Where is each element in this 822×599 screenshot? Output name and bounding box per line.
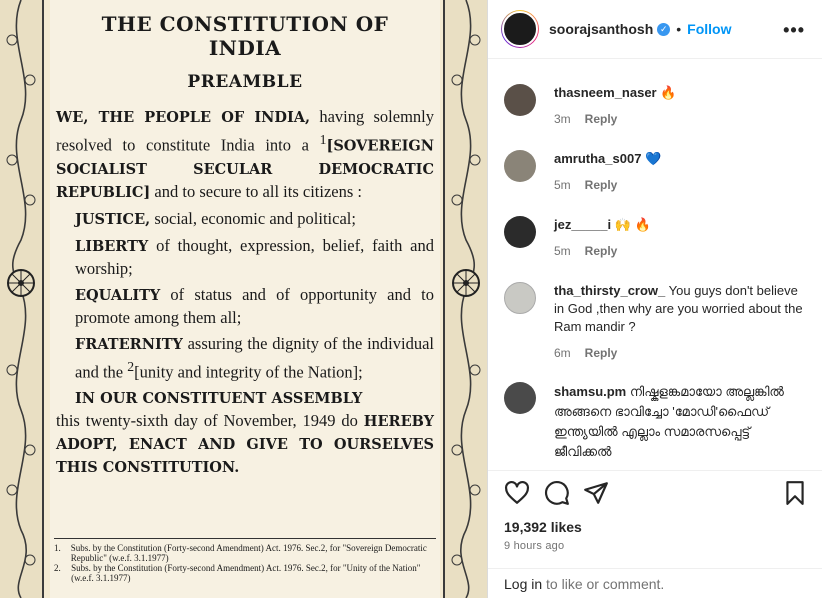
equality-text: of status and of opportunity and to promote among them all;: [75, 284, 434, 327]
republic-bold: [SOVEREIGN SOCIALIST SECULAR DEMOCRATIC REPUBLIC]: [56, 137, 434, 201]
adopt-bold: HEREBY ADOPT, ENACT AND GIVE TO OURSELVES THIS CONSTITUTION.: [56, 413, 434, 476]
reply-button[interactable]: Reply: [584, 178, 618, 192]
comments-list[interactable]: [488, 59, 822, 470]
login-prompt: [488, 568, 822, 599]
equality-clause: [50, 284, 440, 329]
comment-item: [504, 84, 809, 128]
preamble-page: [50, 0, 440, 598]
comment-text: 🙌 🔥: [611, 217, 651, 232]
login-link[interactable]: Log in: [504, 576, 543, 592]
comment-body: [554, 84, 804, 128]
like-heart-icon[interactable]: [504, 480, 530, 506]
document-title-line2: INDIA: [208, 36, 282, 60]
liberty-clause: [50, 235, 440, 280]
login-line: [504, 576, 664, 592]
vine-ornament: [445, 0, 487, 598]
comment-avatar[interactable]: [504, 282, 536, 314]
comment-username[interactable]: shamsu.pm: [554, 384, 627, 399]
reply-button[interactable]: Reply: [584, 244, 618, 258]
footnote-2: [54, 563, 436, 583]
comment-avatar[interactable]: [504, 84, 536, 116]
fraternity-bold: FRATERNITY: [75, 335, 183, 353]
footnote-1: [54, 543, 436, 563]
footnote-ref-1: 1: [319, 132, 327, 147]
footnote-text: Subs. by the Constitution (Forty-second Amendment) Act. 1976. Sec.2, for "Sovereign Democratic Republic" (w.e.f. 3.1.1977): [70, 543, 427, 563]
more-options-icon[interactable]: •••: [783, 20, 805, 40]
liberty-bold: LIBERTY: [75, 237, 149, 255]
comment-item: [504, 216, 809, 260]
comment-body: [554, 382, 804, 462]
comment-username[interactable]: amrutha_s007: [554, 151, 642, 166]
comment-text: 💙: [641, 151, 662, 166]
document-title-line1: THE CONSTITUTION OF: [101, 12, 389, 36]
vine-ornament: [0, 0, 42, 598]
comment-item: [504, 150, 809, 194]
comment-time: 3m: [554, 112, 571, 126]
comment-username[interactable]: jez_____i: [554, 217, 612, 232]
verified-badge-icon: ✓: [657, 23, 670, 36]
footnotes: [54, 538, 436, 583]
document-subtitle: PREAMBLE: [187, 72, 303, 92]
comment-body: [554, 282, 804, 362]
likes-count[interactable]: 19,392 likes: [504, 519, 582, 535]
comment-text: 🔥: [656, 85, 677, 100]
intro-text: having solemnly resolved to constitute India into a: [56, 107, 434, 155]
footnote-text: Subs. by the Constitution (Forty-second Amendment) Act. 1976. Sec.2, for "Unity of the Nation" (w.e.f. 3.1.1977): [71, 563, 421, 583]
follow-button[interactable]: Follow: [687, 21, 732, 37]
comment-text: You guys don't believe in God ,then why are you worried about the Ram mandir ?: [554, 283, 803, 334]
liberty-text: of thought, expression, belief, faith and worship;: [75, 235, 434, 278]
fraternity-end: [unity and integrity of the Nation];: [134, 362, 363, 381]
comment-avatar[interactable]: [504, 150, 536, 182]
comment-time: 5m: [554, 178, 571, 192]
post-time: 9 hours ago: [504, 540, 565, 552]
action-bar: [488, 470, 822, 511]
justice-bold: JUSTICE,: [75, 210, 151, 228]
comment-item: [504, 282, 809, 362]
save-bookmark-icon[interactable]: [782, 480, 808, 506]
fraternity-clause: [50, 333, 440, 384]
login-text: to like or comment.: [542, 576, 665, 592]
justice-text: social, economic and political;: [150, 208, 356, 228]
intro-bold: WE, THE PEOPLE OF INDIA,: [56, 109, 311, 126]
comment-username[interactable]: tha_thirsty_crow_: [554, 283, 666, 298]
share-send-icon[interactable]: [583, 480, 609, 506]
equality-bold: EQUALITY: [75, 286, 161, 304]
reply-button[interactable]: Reply: [584, 112, 618, 126]
comment-bubble-icon[interactable]: [544, 480, 570, 506]
author-username[interactable]: soorajsanthosh: [549, 21, 654, 37]
comment-time: 5m: [554, 244, 571, 258]
assembly-bold: IN OUR CONSTITUENT ASSEMBLY: [75, 390, 363, 407]
author-avatar[interactable]: [501, 10, 539, 48]
assembly-clause: [50, 387, 440, 410]
separator-dot: •: [676, 21, 682, 37]
ashoka-chakra-icon: [451, 268, 481, 298]
post-header: [488, 0, 822, 59]
comment-time: 6m: [554, 346, 571, 360]
fraternity-text: assuring the dignity of the individual and the: [75, 333, 434, 381]
comment-text: നിഷ്കളങ്കമായോ അല്ലങ്കിൽ അങ്ങനെ ഭാവിച്ചോ 'മോഡി'ഫൈഡ് ഇന്ത്യയിൽ എല്ലാം സമാരസപ്പെട്ട് ജീവിക്കൽ: [554, 384, 784, 459]
comment-body: [554, 216, 804, 260]
post-sidebar: [487, 0, 822, 598]
intro-end: and to secure to all its citizens :: [150, 181, 362, 201]
comment-avatar[interactable]: [504, 382, 536, 414]
comment-avatar[interactable]: [504, 216, 536, 248]
footnote-number: 2.: [54, 563, 61, 573]
footnote-ref-2: 2: [127, 358, 135, 374]
document-title: [50, 12, 440, 60]
comment-meta: [554, 242, 804, 260]
assembly-text: this twenty-sixth day of November, 1949 do: [56, 411, 364, 430]
footnote-number: 1.: [54, 543, 61, 553]
comment-meta: [554, 176, 804, 194]
reply-button[interactable]: Reply: [584, 346, 618, 360]
adoption-clause: [50, 410, 440, 479]
decorative-border-left: [0, 0, 44, 598]
justice-clause: [50, 208, 440, 231]
comment-body: [554, 150, 804, 194]
comment-username[interactable]: thasneem_naser: [554, 85, 657, 100]
avatar-image: [502, 11, 538, 47]
comment-item: [504, 382, 809, 462]
preamble-intro: [50, 106, 440, 204]
comment-meta: [554, 344, 804, 362]
comment-meta: [554, 110, 804, 128]
decorative-border-right: [443, 0, 487, 598]
ashoka-chakra-icon: [6, 268, 36, 298]
